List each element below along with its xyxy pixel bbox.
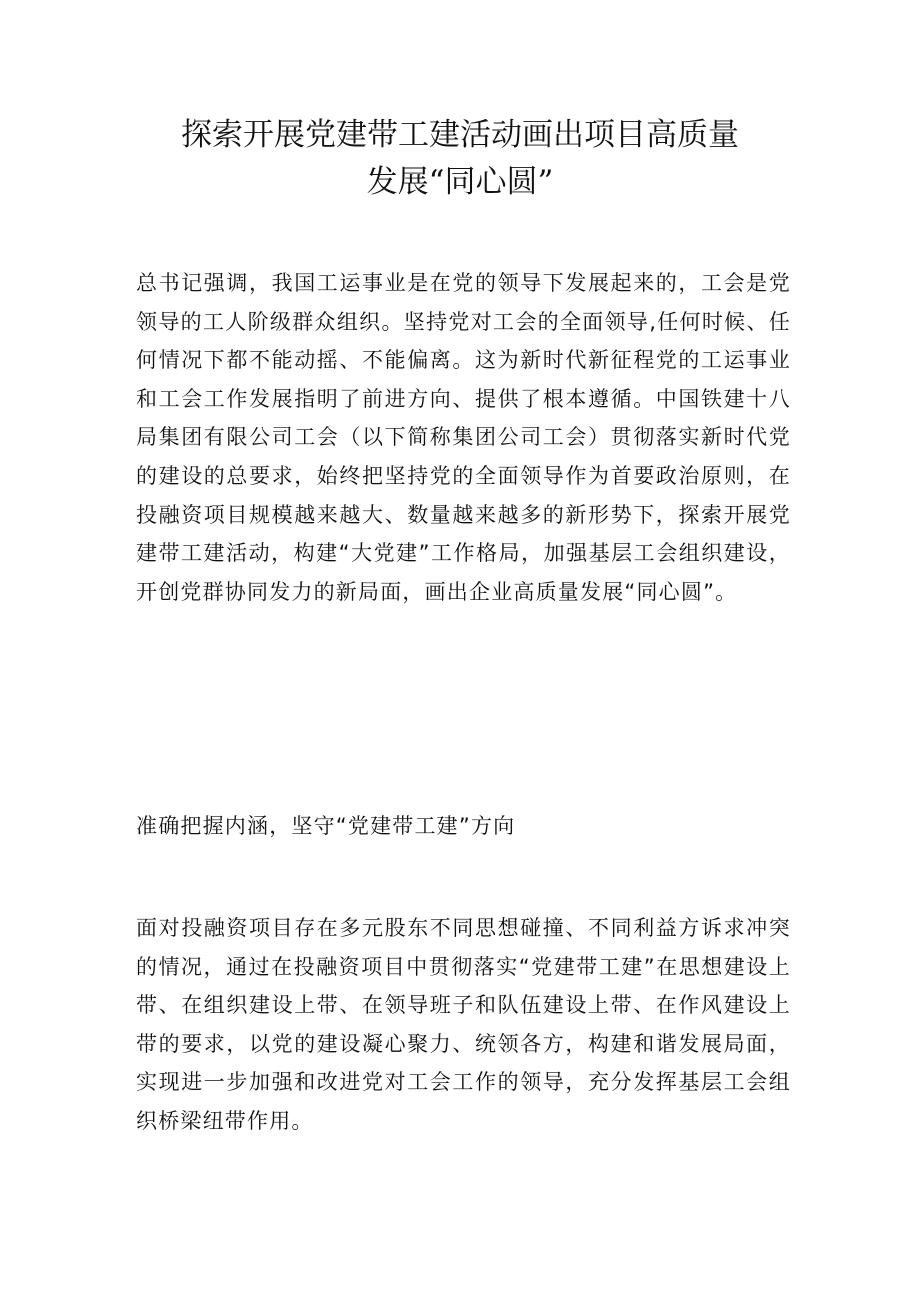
paragraph-section-1: 面对投融资项目存在多元股东不同思想碰撞、不同利益方诉求冲突的情况，通过在投融资项目中贯彻落实“党建带工建”在思想建设上带、在组织建设上带、在领导班子和队伍建设上带、在作风建设上带的要求，以党的建设凝心聚力、统领各方，构建和谐发展局面，实现进一步加强和改进党对工会工作的领导，充分发挥基层工会组织桥梁纽带作用。 [136, 916, 791, 1133]
document-title-line-2: 发展“同心圆” [366, 164, 554, 200]
section-heading: 准确把握内涵，坚守“党建带工建”方向 [136, 814, 516, 838]
document-title-line-1: 探索开展党建带工建活动画出项目高质量 [181, 117, 739, 153]
paragraph-intro: 总书记强调，我国工运事业是在党的领导下发展起来的，工会是党领导的工人阶级群众组织。坚持党对工会的全面领导,任何时候、任何情况下都不能动摇、不能偏离。这为新时代新征程党的工运事业和工会工作发展指明了前进方向、提供了根本遵循。中国铁建十八局集团有限公司工会（以下简称集团公司工会）贯彻落实新时代党的建设的总要求，始终把坚持党的全面领导作为首要政治原则，在投融资项目规模越来越大、数量越来越多的新形势下，探索开展党建带工建活动，构建“大党建”工作格局，加强基层工会组织建设，开创党群协同发力的新局面，画出企业高质量发展“同心圆”。 [136, 271, 791, 604]
